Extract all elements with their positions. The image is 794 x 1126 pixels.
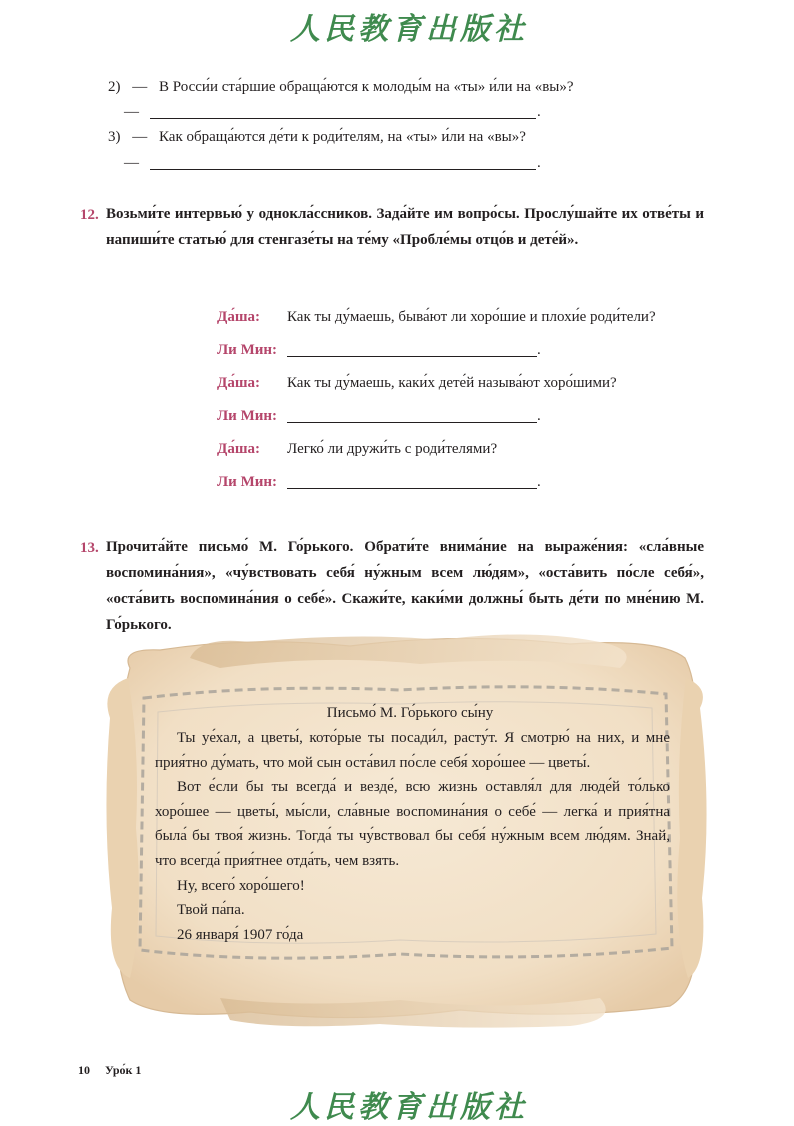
answer-period: .	[537, 104, 541, 120]
speaker-li-min: Ли Мин:	[217, 342, 278, 358]
question-number: 3)	[108, 129, 121, 145]
speaker-dasha: Да́ша:	[217, 375, 260, 391]
answer-dash: —	[124, 104, 139, 120]
question-text: Как обраща́ются де́ти к роди́телям, на «ты» и́ли на «вы»?	[159, 129, 526, 145]
question-dash: —	[132, 129, 148, 145]
speaker-dasha: Да́ша:	[217, 441, 260, 457]
publisher-logo: 人民教育出版社	[290, 1090, 528, 1125]
letter-paragraph: Ты уе́хал, а цветы́, кото́рые ты посади́л, расту́т. Я смотрю́ на них, и мне прия́тно ду́мать, что мой сын оста́вил по́сле себя́ хоро́шее — цветы́.	[155, 730, 670, 771]
letter-date: 26 января́ 1907 го́да	[177, 926, 304, 943]
dialogue-answer-line[interactable]	[287, 356, 537, 357]
dialogue-question: Как ты ду́маешь, быва́ют ли хоро́шие и плохи́е роди́тели?	[287, 309, 656, 325]
letter-closing: Ну, всего́ хоро́шего!	[177, 877, 305, 894]
dialogue-answer-end: .	[537, 408, 541, 424]
speaker-dasha: Да́ша:	[217, 309, 260, 325]
question-2	[108, 79, 574, 96]
letter-paragraph: Вот е́сли бы ты всегда́ и везде́, всю жизнь оставля́л для люде́й то́лько хоро́шее — цветы́, мы́сли, сла́вные воспомина́ния о себе́ — легка́ и прия́тна была́ бы твоя́ жизнь. Тогда́ ты чу́вствовал бы себя́ ну́жным всем лю́дям. Знай, что всегда́ прия́тнее отда́ть, чем взять.	[155, 779, 670, 869]
exercise-13-task: Прочита́йте письмо́ М. Го́рького. Обрати́те внима́ние на выраже́ния: «сла́вные воспомина́ния», «чу́вствовать себя́ ну́жным всем лю́дям», «оста́вить по́сле себя́», «оста́вить воспомина́ния о себе́». Скажи́те, каки́ми должны́ быть де́ти по мне́нию М. Го́рького.	[106, 539, 704, 633]
answer-line[interactable]	[150, 118, 536, 119]
question-dash: —	[132, 79, 148, 95]
question-3	[108, 129, 526, 146]
question-text: В Росси́и ста́ршие обраща́ются к молоды́м на «ты» и́ли на «вы»?	[159, 79, 574, 95]
lesson-label: Уро́к 1	[105, 1063, 142, 1077]
letter-title: Письмо́ М. Го́рького сы́ну	[326, 705, 494, 721]
dialogue-answer-end: .	[537, 342, 541, 358]
dialogue-question: Как ты ду́маешь, каки́х дете́й называ́ют хоро́шими?	[287, 375, 617, 391]
dialogue-answer-line[interactable]	[287, 422, 537, 423]
dialogue-answer-line[interactable]	[287, 488, 537, 489]
speaker-li-min: Ли Мин:	[217, 408, 278, 424]
answer-dash: —	[124, 155, 139, 171]
publisher-logo: 人民教育出版社	[290, 12, 528, 47]
page-footer	[78, 1063, 141, 1078]
question-number: 2)	[108, 79, 121, 95]
page-number: 10	[78, 1063, 90, 1077]
answer-period: .	[537, 155, 541, 171]
exercise-number: 13.	[80, 540, 99, 556]
dialogue-answer-end: .	[537, 474, 541, 490]
exercise-number: 12.	[80, 207, 99, 223]
letter-signature: Твой па́па.	[177, 902, 245, 919]
speaker-li-min: Ли Мин:	[217, 474, 278, 490]
letter-body	[155, 726, 670, 947]
exercise-12-task: Возьми́те интервью́ у однокла́ссников. Зада́йте им вопро́сы. Прослу́шайте их отве́ты и напиши́те статью́ для стенгазе́ты на те́му «Пробле́мы отцо́в и дете́й».	[106, 206, 704, 248]
dialogue-question: Легко́ ли дружи́ть с роди́телями?	[287, 441, 498, 457]
answer-line[interactable]	[150, 169, 536, 170]
